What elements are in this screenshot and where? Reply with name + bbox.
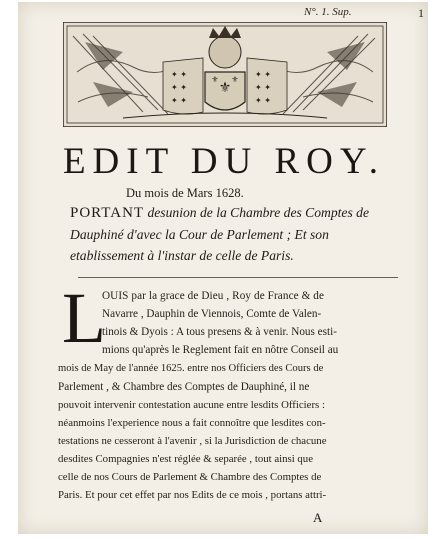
svg-text:⚜: ⚜ [231, 75, 239, 84]
body-line: OUIS par la grace de Dieu , Roy de France & de [102, 290, 325, 302]
svg-text:✦ ✦: ✦ ✦ [171, 83, 187, 92]
document-page [18, 2, 428, 534]
svg-text:✦ ✦: ✦ ✦ [171, 70, 187, 79]
edict-number: N°. 1. Sup. [304, 6, 352, 18]
edict-date: Du mois de Mars 1628. [126, 186, 244, 200]
body-line: Parlement , & Chambre des Comptes de Dauphiné, il ne [58, 381, 310, 393]
body-line: celle de nos Cours de Parlement & Chambre des Comptes de [58, 471, 322, 483]
body-line: néanmoins l'experience nous a fait connoître que lesdites con- [58, 417, 326, 429]
drop-cap: L [62, 278, 106, 358]
page-number: 1 [418, 6, 424, 20]
body-line: Paris. Et pour cet effet par nos Edits de ce mois , portans attri- [58, 489, 327, 501]
body-line: testations ne cesseront à l'avenir , si la Jurisdiction de chacune [58, 435, 327, 447]
body-line: mois de May de l'année 1625. entre nos Officiers des Cours de [58, 363, 324, 374]
body-line: pouvoit intervenir contestation aucune entre lesdits Officiers : [58, 399, 325, 411]
body-line: desdites Compagnies n'est réglée & separée , tout ainsi que [58, 453, 314, 465]
body-line: tinois & Dyois : A tous presens & à venir. Nous esti- [102, 326, 337, 338]
svg-text:✦ ✦: ✦ ✦ [255, 83, 271, 92]
document-title: EDIT DU ROY. [62, 141, 386, 182]
svg-text:⚜: ⚜ [218, 80, 232, 96]
svg-text:✦ ✦: ✦ ✦ [255, 96, 271, 105]
svg-text:✦ ✦: ✦ ✦ [255, 70, 271, 79]
subject-text: desunion de la Chambre des Comptes de Dauphiné d'avec la Cour de Parlement ; Et son etablissement à l'instar de celle de Paris. [70, 205, 369, 263]
signature-mark: A [313, 510, 323, 525]
body-line: mions qu'après le Reglement fait en nôtre Conseil au [102, 344, 339, 356]
divider-rule [78, 277, 398, 278]
body-line: Navarre , Dauphin de Viennois, Comte de Valen- [102, 308, 322, 320]
svg-text:✦ ✦: ✦ ✦ [171, 96, 187, 105]
subject-lead: PORTANT [70, 205, 145, 221]
edict-subject [70, 202, 404, 266]
royal-arms-vignette [63, 22, 387, 127]
svg-text:⚜: ⚜ [211, 75, 219, 84]
